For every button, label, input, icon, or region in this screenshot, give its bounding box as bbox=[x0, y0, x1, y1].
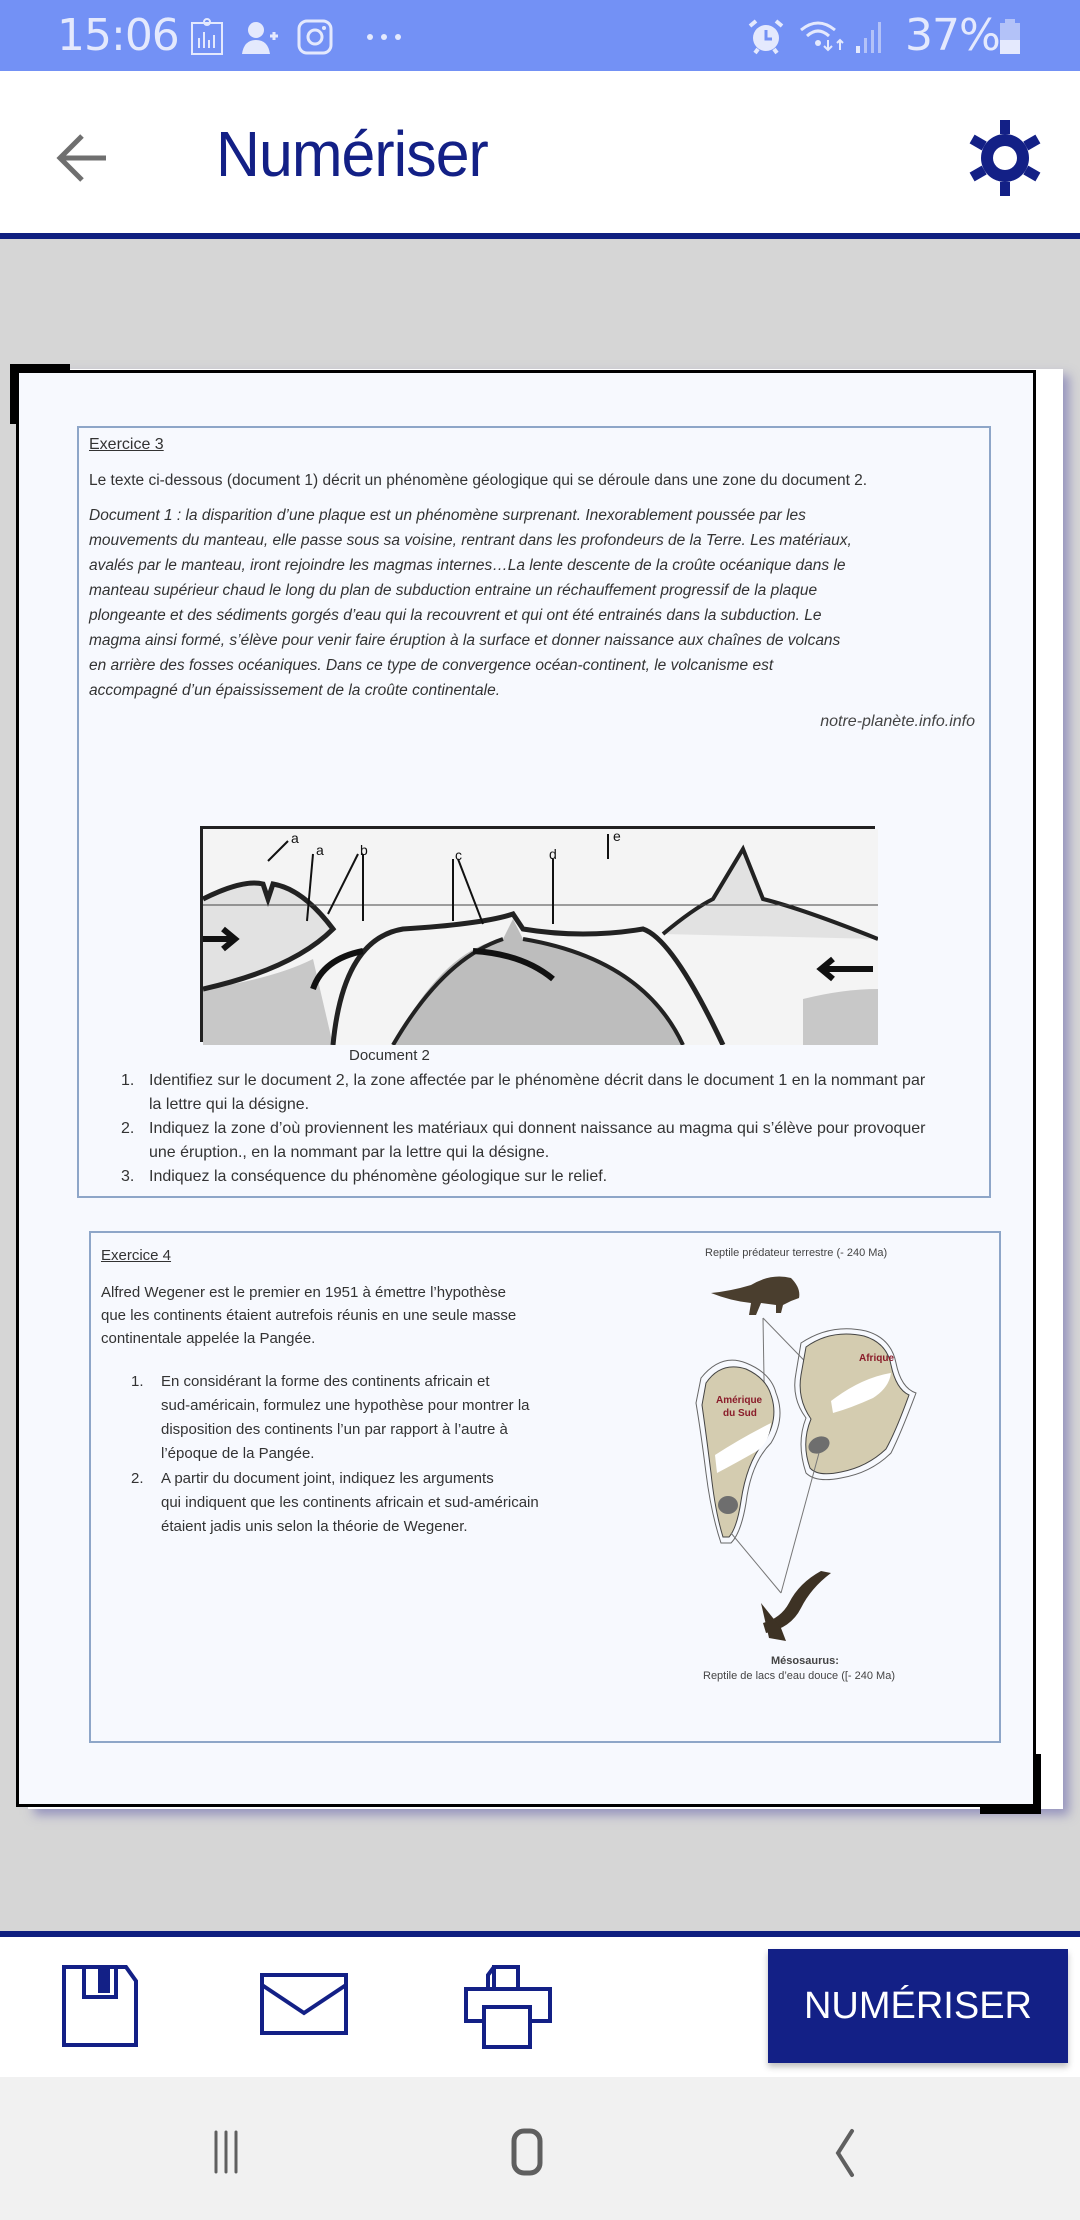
home-button[interactable] bbox=[497, 2117, 577, 2187]
email-button[interactable] bbox=[258, 1961, 348, 2051]
scan-button[interactable]: NUMÉRISER bbox=[768, 1949, 1068, 2063]
map-top-caption: Reptile prédateur terrestre (- 240 Ma) bbox=[705, 1247, 888, 1259]
floppy-disk-icon bbox=[64, 1967, 136, 2045]
wifi-icon bbox=[798, 18, 850, 56]
diagram-label: a bbox=[316, 842, 324, 858]
doc1-line: accompagné d’un épaississement de la croûte continentale. bbox=[89, 682, 501, 699]
label-africa: Afrique bbox=[859, 1353, 894, 1364]
home-icon bbox=[514, 2131, 540, 2173]
back-chevron-icon bbox=[838, 2131, 852, 2175]
doc1-line: avalés par le manteau, iront rejoindre les magmas internes…La lente descente de la croûte océanique dans le bbox=[89, 557, 846, 574]
doc1-line: mouvements du manteau, elle passe sous sa voisine, rentrant dans les profondeurs de la Terre. Les matériaux, bbox=[89, 532, 852, 549]
question-item: 2. Indiquez la zone d’où proviennent les matériaux qui donnent naissance au magma qui s’élève pour provoquer une éruption., en la nommant par la lettre qui la désigne. bbox=[121, 1120, 926, 1161]
doc1-line: magma ainsi formé, s’élève pour venir faire éruption à la surface et donner naissance aux chaînes de volcans bbox=[89, 632, 841, 649]
crop-handle-bottom-right[interactable] bbox=[980, 1807, 1040, 1814]
recent-apps-icon bbox=[216, 2132, 236, 2172]
land-reptile-icon bbox=[711, 1277, 799, 1315]
exercise-3-intro: Le texte ci-dessous (document 1) décrit un phénomène géologique qui se déroule dans une zone du document 2. bbox=[89, 472, 868, 489]
instagram-icon bbox=[296, 18, 334, 56]
subduction-diagram bbox=[200, 826, 875, 1042]
scan-preview-area bbox=[0, 239, 1080, 1931]
exercise-3-box bbox=[77, 426, 991, 1198]
south-america-shape bbox=[696, 1360, 780, 1543]
doc1-line: Document 1 : la disparition d’une plaque est un phénomène surprenant. Inexorablement poussée par les bbox=[89, 507, 806, 524]
add-contact-icon bbox=[240, 18, 280, 56]
settings-button[interactable] bbox=[966, 119, 1044, 197]
battery-icon bbox=[998, 18, 1022, 56]
doc1-line: plongeante et des sédiments gorgés d’eau qui la recouvrent et qui ont été entrainés dans la subduction. Le bbox=[89, 607, 822, 624]
battery-percent: 37% bbox=[905, 10, 1000, 61]
diagram-label: a bbox=[291, 830, 299, 846]
doc1-line: en arrière des fosses océaniques. Dans ce type de convergence océan-continent, le volcanisme est bbox=[89, 657, 774, 674]
diagram-label: d bbox=[549, 846, 557, 862]
diagram-label: c bbox=[455, 847, 462, 863]
clipboard-chart-icon bbox=[190, 18, 224, 56]
app-bar bbox=[0, 71, 1080, 234]
save-button[interactable] bbox=[56, 1961, 146, 2051]
question-item: 1. En considérant la forme des continents africain et sud-américain, formulez une hypothèse pour montrer la disposition des continents l’un par rapport à l’autre à l’époque de la Pangée. bbox=[131, 1373, 530, 1462]
envelope-icon bbox=[262, 1975, 346, 2033]
printer-icon bbox=[466, 1967, 550, 2047]
exercise-3-title: Exercice 3 bbox=[89, 436, 164, 453]
arrow-left-icon bbox=[60, 136, 106, 180]
alarm-icon bbox=[746, 18, 786, 56]
more-dots-icon bbox=[360, 18, 410, 56]
label-south-america: Amérique bbox=[716, 1395, 763, 1406]
crop-handle-top-left[interactable] bbox=[10, 364, 70, 371]
diagram-label: e bbox=[613, 829, 621, 844]
crop-handle-top-left-vertical[interactable] bbox=[10, 364, 17, 424]
doc1-line: manteau supérieur chaud le long du plan de subduction entraine un réchauffement progressif de la plaque bbox=[89, 582, 818, 599]
diagram-label: b bbox=[360, 842, 368, 858]
system-nav-bar bbox=[0, 2077, 1080, 2220]
exercise-4-box: Exercice 4 Alfred Wegener est le premier en 1951 à émettre l’hypothèse que les continents étaient autrefois réunis en une seule masse continentale appelée la Pangée. 1. En considérant la forme des continents africain et sud-américain, formulez une hypothèse pour montrer la disposition des continents l’un par rapport à l’autre à l’époque de la Pangée. 2. A partir du document joint, indiquez les arguments qui indiquent que les continents africain et sud-américain étaient jadis unis selon la théorie de Wegener. Reptile prédateur terrestre (- 240 Ma) Afrique Amérique du Sud Mésosaurus: Reptile de lacs d’eau douce ([- 240 Ma) bbox=[89, 1231, 1001, 1743]
pangea-fossil-map bbox=[691, 1243, 991, 1733]
label-south-america: du Sud bbox=[723, 1408, 757, 1419]
exercise-4-title: Exercice 4 bbox=[101, 1247, 172, 1264]
page-title: Numériser bbox=[216, 118, 488, 190]
bottom-toolbar bbox=[0, 1937, 1080, 2077]
map-bottom-caption: Reptile de lacs d’eau douce ([- 240 Ma) bbox=[703, 1670, 895, 1682]
back-button[interactable] bbox=[50, 123, 120, 193]
question-item: 3. Indiquez la conséquence du phénomène géologique sur le relief. bbox=[121, 1168, 608, 1185]
question-item: 2. A partir du document joint, indiquez les arguments qui indiquent que les continents africain et sud-américain étaient jadis unis selon la théorie de Wegener. bbox=[131, 1470, 539, 1535]
status-time: 15:06 bbox=[57, 10, 179, 61]
document-2-caption: Document 2 bbox=[349, 1047, 430, 1064]
map-bottom-caption-title: Mésosaurus: bbox=[771, 1655, 839, 1667]
africa-shape bbox=[795, 1329, 916, 1480]
source-citation: notre-planète.info.info bbox=[820, 713, 975, 730]
print-button[interactable] bbox=[462, 1961, 552, 2051]
crop-handle-bottom-right-vertical[interactable] bbox=[1034, 1754, 1041, 1814]
system-back-button[interactable] bbox=[800, 2117, 880, 2187]
signal-icon bbox=[852, 18, 892, 56]
recent-apps-button[interactable] bbox=[196, 2117, 276, 2187]
gear-icon bbox=[970, 120, 1041, 196]
status-bar bbox=[0, 0, 1080, 71]
scanned-page[interactable] bbox=[16, 370, 1036, 1807]
question-item: 1. Identifiez sur le document 2, la zone affectée par le phénomène décrit dans le document 1 en la nommant par la lettre qui la désigne. bbox=[121, 1072, 926, 1113]
